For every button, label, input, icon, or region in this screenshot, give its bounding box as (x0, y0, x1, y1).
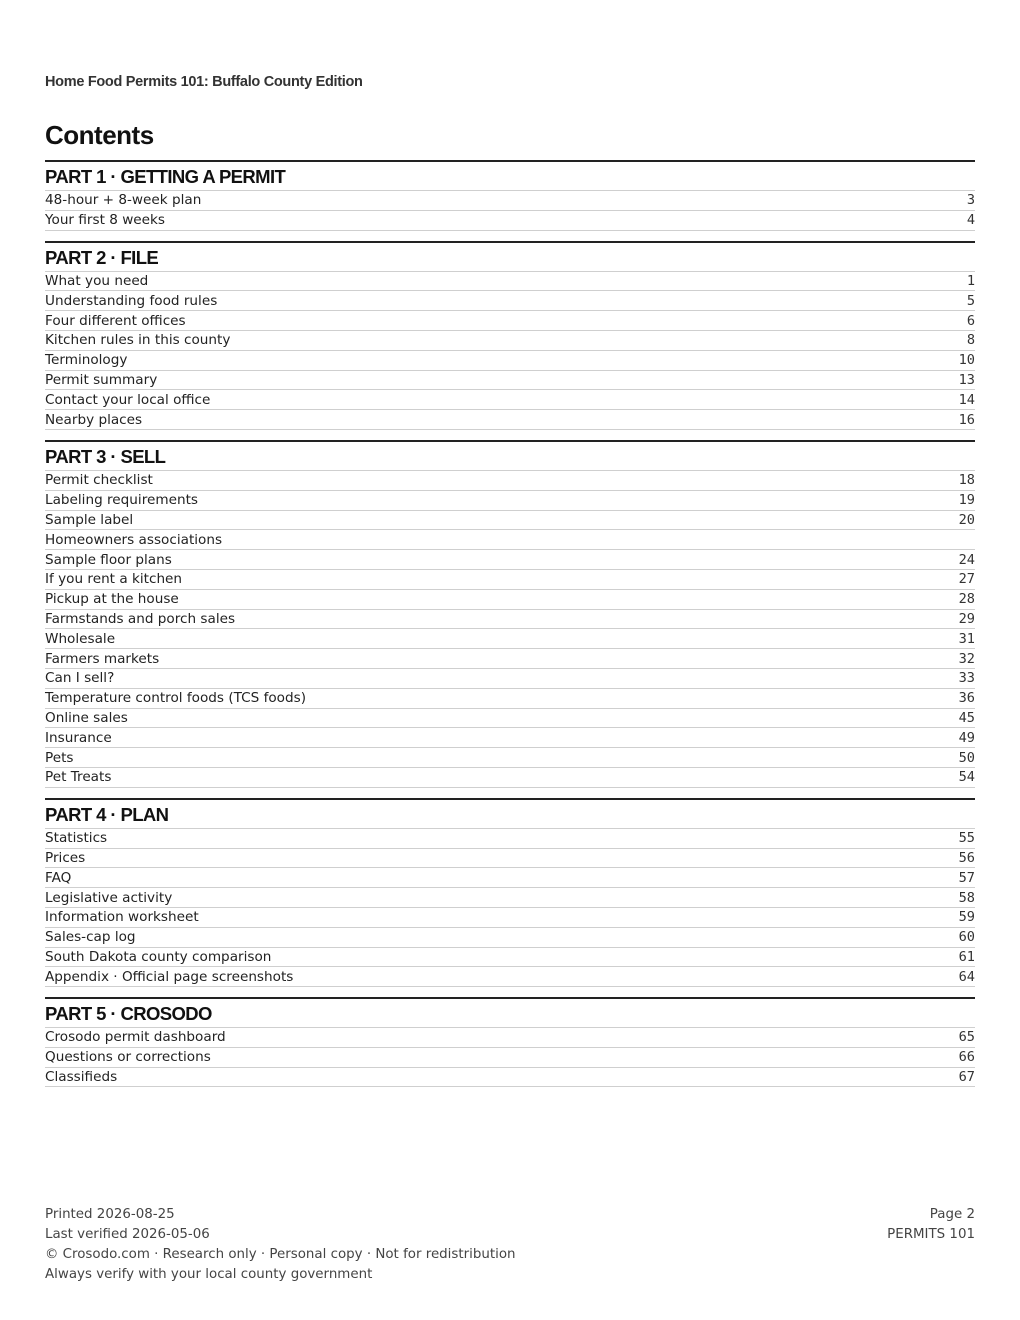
toc-entry-label: Sample floor plans (45, 551, 172, 568)
toc-entry[interactable] (45, 371, 975, 391)
toc-section-title: PART 3 · SELL (45, 442, 975, 471)
toc-section-title: PART 1 · GETTING A PERMIT (45, 162, 975, 191)
toc-entry[interactable] (45, 849, 975, 869)
toc-entry[interactable] (45, 948, 975, 968)
toc-section (45, 241, 975, 430)
toc-entry[interactable] (45, 331, 975, 351)
toc-section (45, 440, 975, 788)
toc-entry-label: Wholesale (45, 630, 116, 647)
toc-entry-page: 65 (958, 1029, 975, 1046)
toc-entry-page: 33 (958, 670, 975, 687)
toc-entry[interactable] (45, 590, 975, 610)
toc-entry-page: 54 (958, 769, 975, 786)
toc-entry-label: Pet Treats (45, 769, 112, 786)
toc-entry-label: Information worksheet (45, 909, 199, 926)
toc-entry[interactable] (45, 908, 975, 928)
toc-entry-page: 14 (958, 391, 975, 408)
toc-entry-label: 48-hour + 8-week plan (45, 192, 202, 209)
toc-entry[interactable] (45, 748, 975, 768)
toc-entry-page: 66 (958, 1049, 975, 1066)
toc-entry-page: 36 (958, 690, 975, 707)
toc-entry-label: Your first 8 weeks (45, 212, 165, 229)
toc-section-title: PART 2 · FILE (45, 243, 975, 272)
toc-section (45, 160, 975, 231)
last-verified-date: Last verified 2026-05-06 (45, 1227, 210, 1242)
toc-entry-label: FAQ (45, 869, 72, 886)
toc-entry-label: Pets (45, 749, 74, 766)
toc-section-title: PART 4 · PLAN (45, 800, 975, 829)
toc-entry-label: Kitchen rules in this county (45, 332, 231, 349)
toc-entry-label: Appendix · Official page screenshots (45, 968, 294, 985)
toc-entry[interactable] (45, 410, 975, 430)
toc-entry-label: Homeowners associations (45, 531, 223, 548)
toc-entry-page: 56 (958, 849, 975, 866)
toc-entry[interactable] (45, 311, 975, 331)
toc-entry-label: Insurance (45, 729, 112, 746)
toc-entry-page: 13 (958, 371, 975, 388)
toc-section (45, 798, 975, 987)
toc-entry-page: 4 (966, 212, 975, 229)
toc-entry[interactable] (45, 928, 975, 948)
toc-entry[interactable] (45, 610, 975, 630)
toc-entry-label: Terminology (45, 352, 128, 369)
toc-entry-page: 61 (958, 948, 975, 965)
toc-entry-label: Temperature control foods (TCS foods) (45, 690, 307, 707)
toc-entry-label: Permit summary (45, 371, 158, 388)
toc-entry[interactable] (45, 888, 975, 908)
toc-entry[interactable] (45, 570, 975, 590)
toc-entry[interactable] (45, 291, 975, 311)
toc-section-title: PART 5 · CROSODO (45, 999, 975, 1028)
toc-entry[interactable] (45, 669, 975, 689)
toc-entry[interactable] (45, 191, 975, 211)
toc-entry[interactable] (45, 1028, 975, 1048)
toc-section (45, 997, 975, 1087)
document-code: PERMITS 101 (887, 1227, 975, 1242)
toc-entry-page: 5 (966, 292, 975, 309)
toc-entry[interactable] (45, 511, 975, 531)
toc-entry-page: 58 (958, 889, 975, 906)
toc-entry-page: 20 (958, 511, 975, 528)
contents-heading: Contents (45, 120, 154, 150)
toc-entry-label: Farmers markets (45, 650, 160, 667)
toc-entry[interactable] (45, 728, 975, 748)
toc-entry-page: 27 (958, 571, 975, 588)
toc-entry[interactable] (45, 1068, 975, 1088)
toc-entry-label: Farmstands and porch sales (45, 610, 236, 627)
toc-entry-label: Classifieds (45, 1069, 118, 1086)
toc-entry[interactable] (45, 768, 975, 788)
toc-entry-label: Legislative activity (45, 889, 173, 906)
toc-entry-page: 45 (958, 709, 975, 726)
toc-entry-label: Can I sell? (45, 670, 115, 687)
toc-entry[interactable] (45, 629, 975, 649)
toc-entry-label: Questions or corrections (45, 1049, 211, 1066)
toc-entry[interactable] (45, 689, 975, 709)
toc-entry-label: If you rent a kitchen (45, 571, 183, 588)
toc-entry[interactable] (45, 471, 975, 491)
toc-entry-page: 6 (966, 312, 975, 329)
toc-entry-label: Contact your local office (45, 391, 211, 408)
toc-entry-label: Four different offices (45, 312, 186, 329)
toc-entry-page: 31 (958, 630, 975, 647)
toc-entry-page: 49 (958, 729, 975, 746)
toc-entry-page: 19 (958, 492, 975, 509)
verify-note: Always verify with your local county government (45, 1267, 373, 1282)
toc-entry-label: What you need (45, 272, 149, 289)
toc-entry-label: Online sales (45, 709, 128, 726)
page-number: Page 2 (929, 1207, 975, 1222)
toc-entry-page: 1 (966, 272, 975, 289)
toc-entry-label: Nearby places (45, 411, 143, 428)
toc-entry-label: South Dakota county comparison (45, 948, 272, 965)
toc-entry-page: 64 (958, 968, 975, 985)
toc-entry-page: 67 (958, 1069, 975, 1086)
document-title: Home Food Permits 101: Buffalo County Edition (45, 74, 363, 90)
toc-entry[interactable] (45, 351, 975, 371)
toc-entry-label: Sales-cap log (45, 929, 136, 946)
toc-entry-page: 57 (958, 869, 975, 886)
toc-entry-page: 50 (958, 749, 975, 766)
toc-entry-page: 60 (958, 929, 975, 946)
toc-entry[interactable] (45, 709, 975, 729)
toc-entry[interactable] (45, 390, 975, 410)
toc-entry-label: Labeling requirements (45, 492, 198, 509)
toc-entry[interactable] (45, 967, 975, 987)
toc-entry-label: Understanding food rules (45, 292, 218, 309)
toc-entry-label: Crosodo permit dashboard (45, 1029, 226, 1046)
toc-entry[interactable] (45, 491, 975, 511)
toc-entry[interactable] (45, 829, 975, 849)
copyright-notice: © Crosodo.com · Research only · Personal copy · Not for redistribution (45, 1247, 516, 1262)
toc-entry-page: 3 (966, 192, 975, 209)
toc-entry[interactable] (45, 272, 975, 292)
printed-date: Printed 2026-08-25 (45, 1207, 175, 1222)
toc-entry-page: 16 (958, 411, 975, 428)
toc-entry[interactable] (45, 211, 975, 231)
footer-left (45, 1205, 516, 1285)
toc-entry-page: 59 (958, 909, 975, 926)
toc-entry-page: 32 (958, 650, 975, 667)
toc-entry-label: Pickup at the house (45, 591, 179, 608)
toc-entry[interactable] (45, 530, 975, 550)
toc-entry-page: 10 (958, 352, 975, 369)
toc-entry-label: Permit checklist (45, 472, 153, 489)
toc-entry-label: Sample label (45, 511, 134, 528)
toc-entry-page: 29 (958, 610, 975, 627)
toc-entry-page: 55 (958, 830, 975, 847)
toc-entry[interactable] (45, 1048, 975, 1068)
toc-entry-page: 18 (958, 472, 975, 489)
toc-entry[interactable] (45, 649, 975, 669)
footer-right (887, 1205, 975, 1245)
toc-entry-label: Prices (45, 849, 86, 866)
document-page (45, 0, 975, 1320)
toc-entry-page: 28 (958, 591, 975, 608)
toc-entry[interactable] (45, 868, 975, 888)
toc-entry-label: Statistics (45, 830, 108, 847)
toc-entry[interactable] (45, 550, 975, 570)
toc-entry-page: 24 (958, 551, 975, 568)
toc-entry-page: 8 (966, 332, 975, 349)
table-of-contents (45, 160, 975, 1097)
